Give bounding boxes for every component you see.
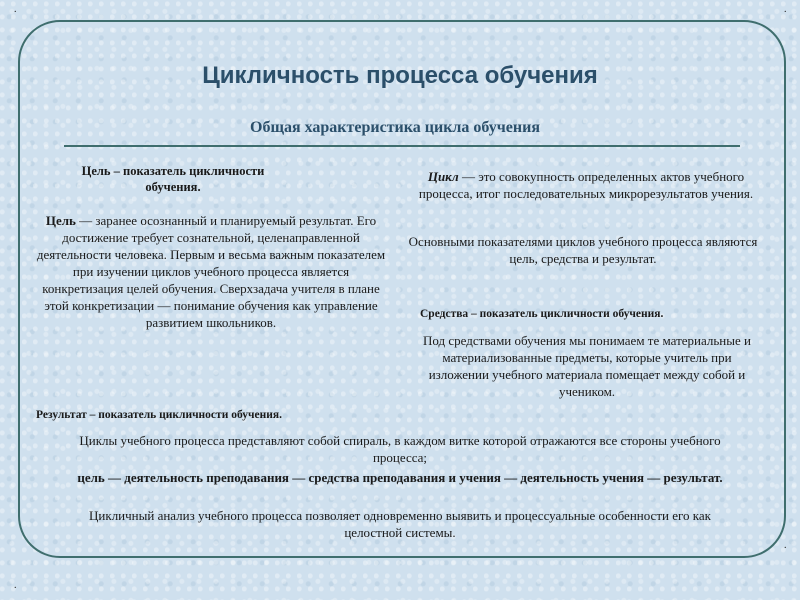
slide-subtitle: Общая характеристика цикла обучения [250, 119, 540, 136]
corner-dot: . [14, 580, 17, 591]
goal-header: Цель – показатель цикличности обучения. [81, 164, 265, 194]
spiral-text: Циклы учебного процесса представляют собой спираль, в каждом витке которой отражаются все стороны учебного процесса; [79, 433, 721, 465]
analysis-text: Цикличный анализ учебного процесса позволяет одновременно выявить и процессуальные особенности его как целостной системы. [89, 508, 711, 540]
cycle-chain: цель — деятельность преподавания — средства преподавания и учения — деятельность учения — результат. [77, 470, 723, 485]
slide-title: Цикличность процесса обучения [202, 62, 598, 89]
cycle-term: Цикл [427, 169, 459, 184]
corner-dot: . [784, 4, 787, 15]
goal-term: Цель [45, 213, 76, 228]
means-header: Средства – показатель цикличности обучения. [420, 308, 664, 320]
corner-dot: . [784, 540, 787, 551]
result-header: Результат – показатель цикличности обучения. [36, 409, 282, 421]
cycle-paragraph [418, 168, 754, 202]
corner-dot: . [14, 4, 17, 15]
goal-text: — заранее осознанный и планируемый результат. Его достижение требует сознательной, целенаправленной деятельности человека. Первым и весьма важным показателем при изучении циклов учебного процесса является конкретизация целей обучения. Сверхзадача учителя в плане этой конкретизации — понимание обучения как управление развитием школьников. [36, 213, 386, 330]
indicators-paragraph: Основными показателями циклов учебного процесса являются цель, средства и результат. [408, 234, 758, 266]
goal-paragraph [36, 212, 386, 331]
cycle-text: — это совокупность определенных актов учебного процесса, итог последовательных микрорезультатов учения. [418, 169, 754, 201]
divider [64, 145, 740, 147]
means-paragraph: Под средствами обучения мы понимаем те материальные и материализованные предметы, которые учитель при изложении учебного материала помещает между собой и учеником. [423, 333, 751, 399]
